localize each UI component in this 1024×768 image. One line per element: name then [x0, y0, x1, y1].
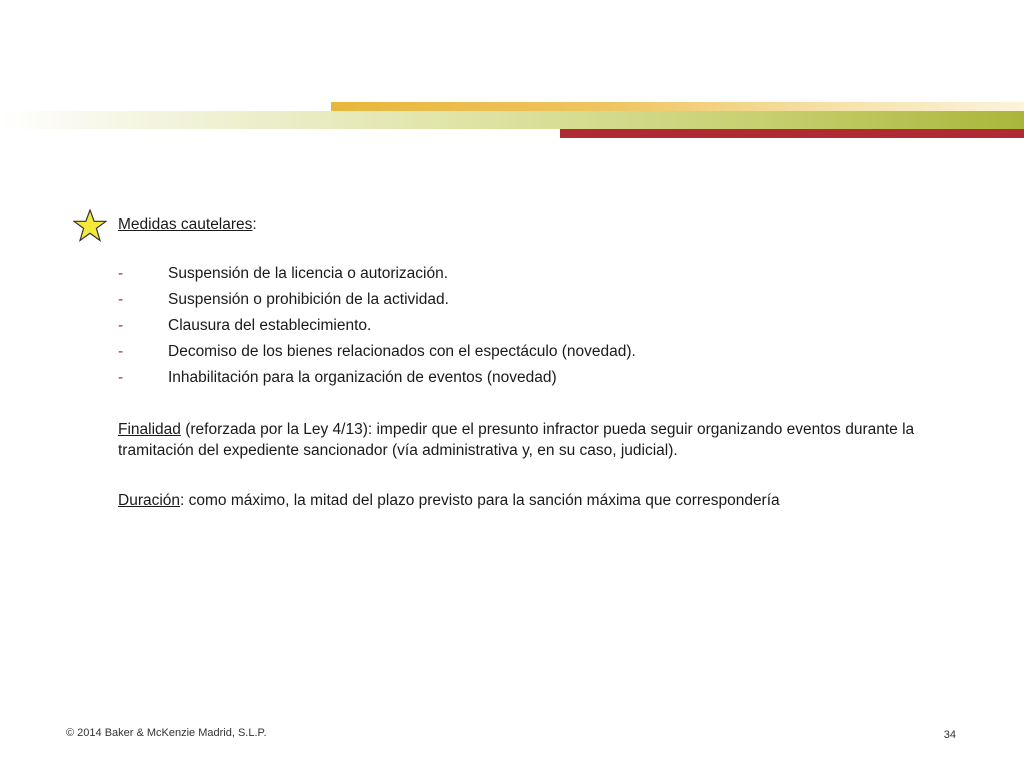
list-item [118, 263, 958, 289]
duracion-text: : como máximo, la mitad del plazo previsto para la sanción máxima que correspondería [180, 492, 780, 509]
measures-list [118, 263, 958, 393]
heading-suffix: : [252, 216, 257, 233]
section-heading [118, 214, 958, 235]
finalidad-text: (reforzada por la Ley 4/13): impedir que el presunto infractor pueda seguir organizando eventos durante la tramitación del expediente sancionador (vía administrativa y, en su caso, judicial). [118, 421, 915, 459]
bullet-dash: - [118, 265, 124, 282]
finalidad-paragraph [118, 419, 958, 461]
heading-title: Medidas cautelares [118, 216, 253, 233]
header-band-red [560, 129, 1024, 138]
list-item-text: Suspensión o prohibición de la actividad. [168, 291, 449, 308]
list-item [118, 315, 958, 341]
list-item-text: Decomiso de los bienes relacionados con el espectáculo (novedad). [168, 343, 636, 360]
header-band-gold [331, 102, 1024, 111]
finalidad-label: Finalidad [118, 421, 181, 438]
slide-content [118, 214, 958, 540]
list-item [118, 367, 958, 393]
list-item-text: Suspensión de la licencia o autorización. [168, 265, 449, 282]
footer-copyright: © 2014 Baker & McKenzie Madrid, S.L.P. [66, 727, 267, 739]
list-item-text: Clausura del establecimiento. [168, 317, 372, 334]
list-item [118, 341, 958, 367]
list-item [118, 289, 958, 315]
page-number: 34 [943, 729, 956, 741]
header-band-olive [0, 111, 1024, 129]
list-item-text: Inhabilitación para la organización de eventos (novedad) [168, 369, 557, 386]
duracion-paragraph [118, 490, 958, 511]
bullet-dash: - [118, 291, 124, 308]
bullet-dash: - [118, 343, 124, 360]
bullet-dash: - [118, 369, 124, 386]
duracion-label: Duración [118, 492, 181, 509]
bullet-dash: - [118, 317, 124, 334]
star-icon [73, 209, 107, 243]
